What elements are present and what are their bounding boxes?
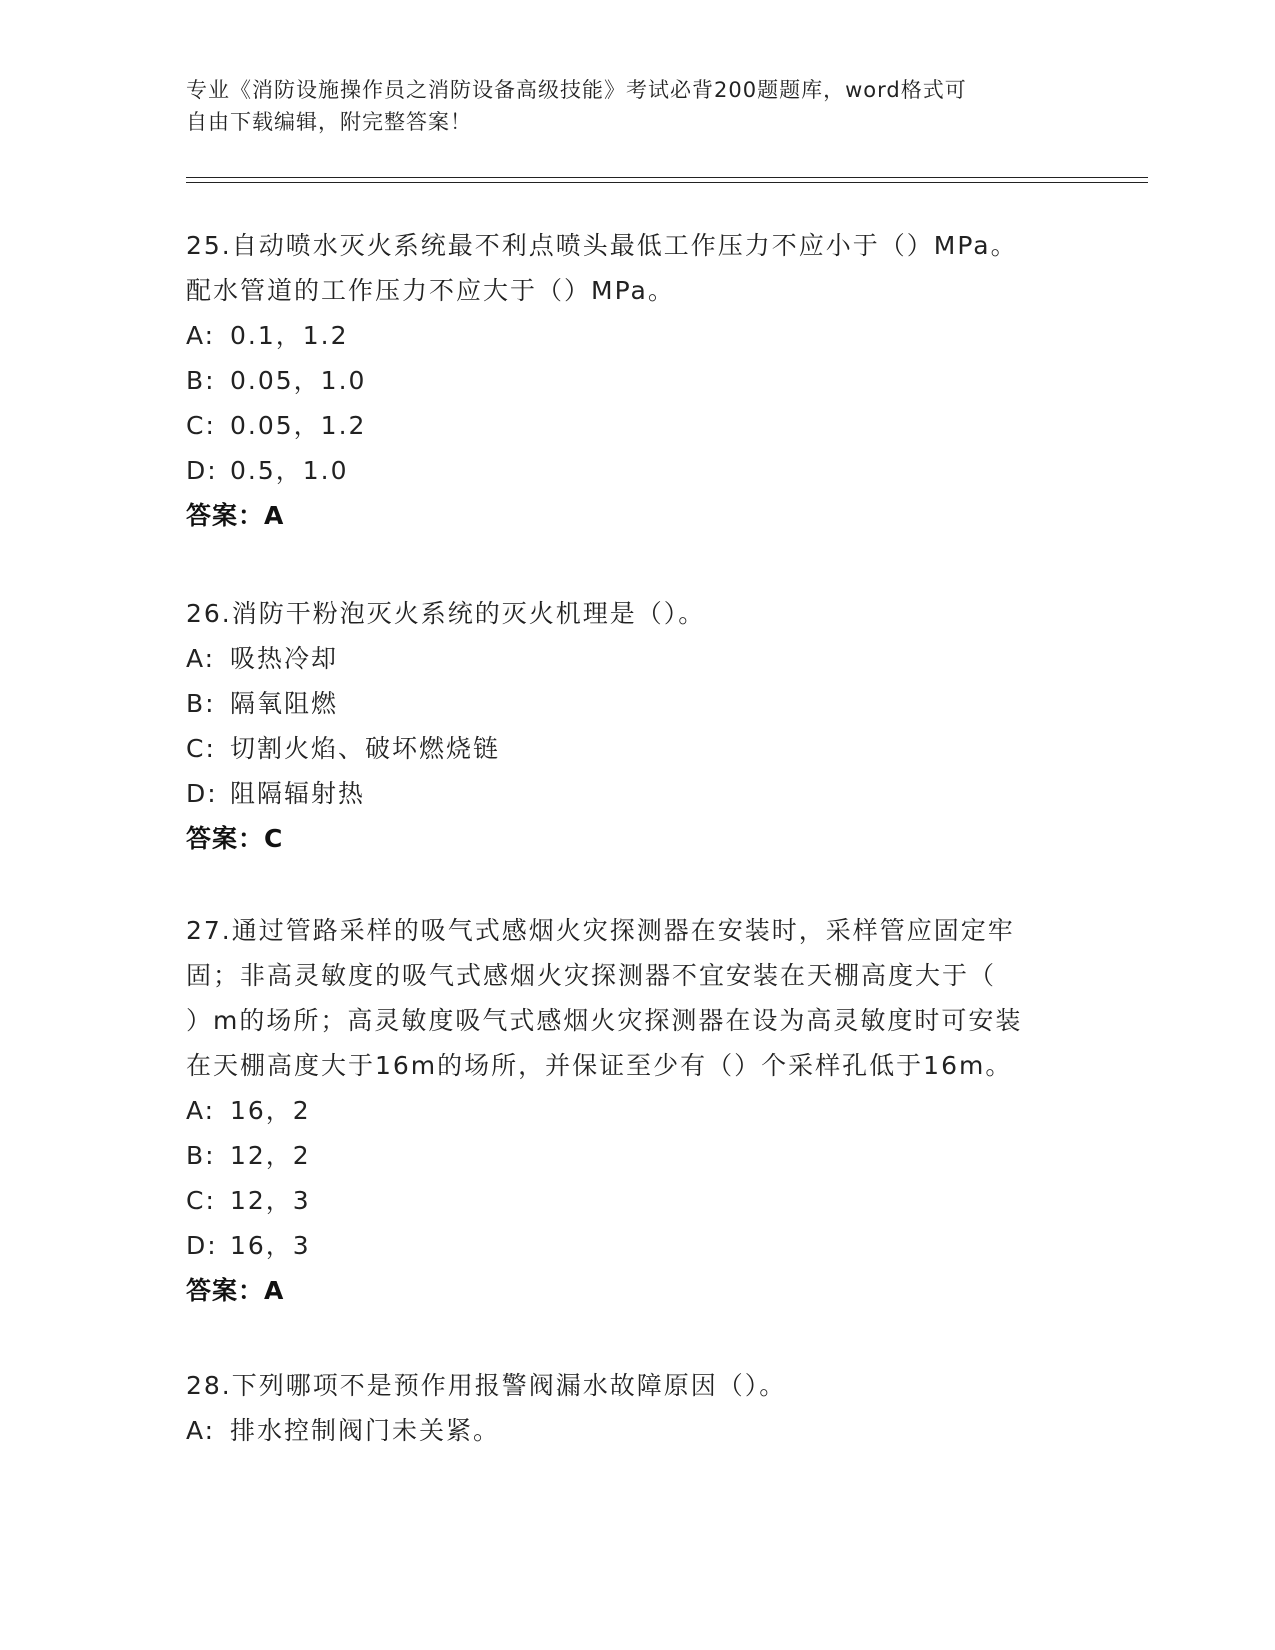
option-d: [186, 448, 1086, 493]
option-text: 切割火焰、破坏燃烧链: [230, 734, 501, 763]
option-text: 0.05，1.2: [230, 411, 367, 440]
option-text: 排水控制阀门未关紧。: [230, 1416, 501, 1445]
option-b: [186, 358, 1086, 403]
question-text-line: 配水管道的工作压力不应大于（）MPa。: [186, 276, 675, 305]
question-25: [186, 223, 1086, 538]
option-key: B:: [186, 689, 216, 718]
option-key: C:: [186, 411, 216, 440]
option-text: 16，2: [230, 1096, 311, 1125]
option-text: 阻隔辐射热: [230, 779, 366, 808]
question-27: [186, 908, 1086, 1313]
option-d: [186, 771, 1086, 816]
option-b: [186, 1133, 1086, 1178]
question-text-line: 26.消防干粉泡灭火系统的灭火机理是（）。: [186, 599, 706, 628]
header-line-1: 专业《消防设施操作员之消防设备高级技能》考试必背200题题库，word格式可: [186, 78, 967, 102]
question-text-line: 固；非高灵敏度的吸气式感烟火灾探测器不宜安装在天棚高度大于（: [186, 961, 997, 990]
header-divider-top: [186, 177, 1148, 178]
option-c: [186, 403, 1086, 448]
document-header: [186, 74, 1066, 138]
question-text-line: 27.通过管路采样的吸气式感烟火灾探测器在安装时，采样管应固定牢: [186, 916, 1015, 945]
option-key: A:: [186, 1416, 216, 1445]
option-c: [186, 1178, 1086, 1223]
option-d: [186, 1223, 1086, 1268]
option-key: C:: [186, 734, 216, 763]
answer: 答案：A: [186, 501, 285, 530]
option-a: [186, 1408, 1086, 1453]
header-line-2: 自由下载编辑，附完整答案！: [186, 110, 472, 134]
option-key: D:: [186, 456, 218, 485]
option-c: [186, 726, 1086, 771]
question-text-line: 在天棚高度大于16m的场所，并保证至少有（）个采样孔低于16m。: [186, 1051, 1013, 1080]
answer: 答案：A: [186, 1276, 285, 1305]
option-key: D:: [186, 1231, 218, 1260]
header-divider-bottom: [186, 182, 1148, 183]
option-key: B:: [186, 366, 216, 395]
option-text: 0.1，1.2: [230, 321, 349, 350]
answer: 答案：C: [186, 824, 284, 853]
option-a: [186, 1088, 1086, 1133]
option-key: A:: [186, 644, 216, 673]
option-text: 16，3: [230, 1231, 311, 1260]
option-text: 12，3: [230, 1186, 311, 1215]
option-key: B:: [186, 1141, 216, 1170]
option-key: A:: [186, 321, 216, 350]
option-text: 吸热冷却: [230, 644, 339, 673]
question-text-line: ）m的场所；高灵敏度吸气式感烟火灾探测器在设为高灵敏度时可安装: [186, 1006, 1023, 1035]
option-b: [186, 681, 1086, 726]
option-text: 隔氧阻燃: [230, 689, 339, 718]
option-text: 12，2: [230, 1141, 311, 1170]
question-28: [186, 1363, 1086, 1453]
option-key: A:: [186, 1096, 216, 1125]
option-text: 0.5，1.0: [230, 456, 349, 485]
question-text-line: 28.下列哪项不是预作用报警阀漏水故障原因（）。: [186, 1371, 787, 1400]
option-key: C:: [186, 1186, 216, 1215]
option-a: [186, 636, 1086, 681]
option-a: [186, 313, 1086, 358]
question-26: [186, 591, 1086, 861]
question-text-line: 25.自动喷水灭火系统最不利点喷头最低工作压力不应小于（）MPa。: [186, 231, 1018, 260]
option-text: 0.05，1.0: [230, 366, 367, 395]
option-key: D:: [186, 779, 218, 808]
